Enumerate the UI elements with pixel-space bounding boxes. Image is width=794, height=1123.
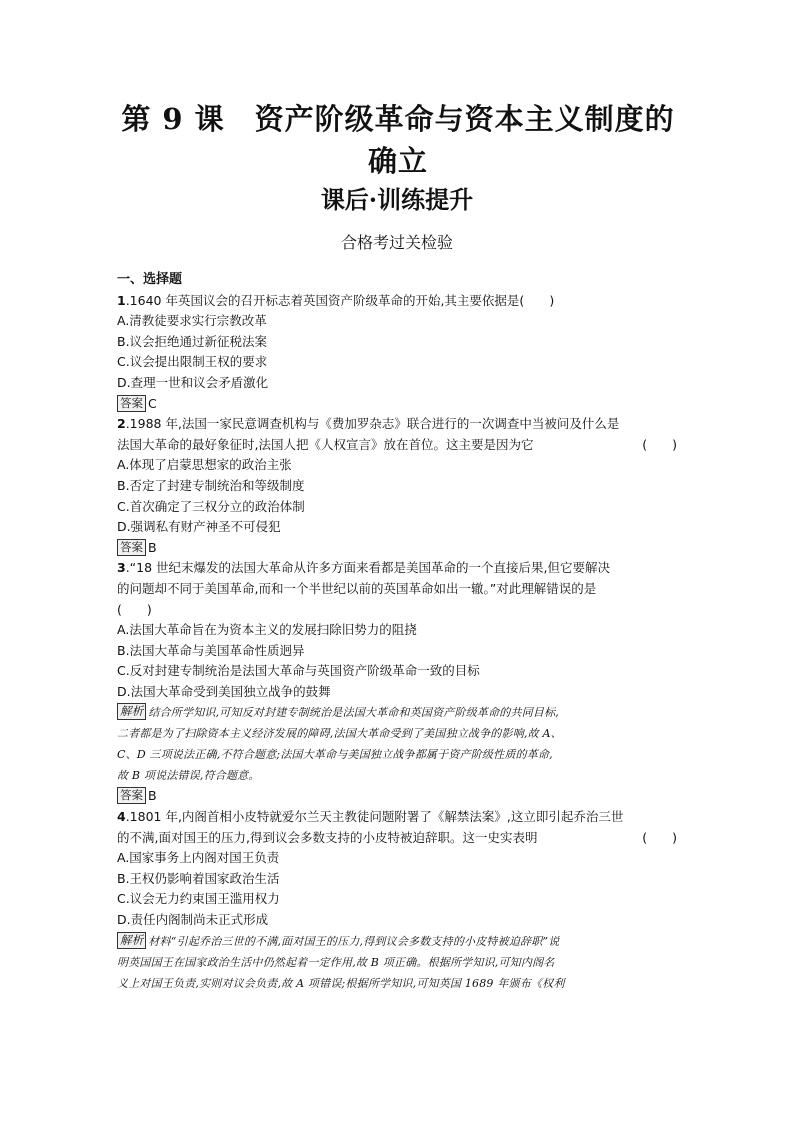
answer-paren: ( ) <box>642 829 677 845</box>
analysis-line: 解析 结合所学知识,可知反对封建专制统治是法国大革命和英国资产阶级革命的共同目标, <box>117 702 677 723</box>
question-stem-line: 3.“18 世纪末爆发的法国大革命从许多方面来看都是美国革命的一个直接后果,但它要解决 <box>117 560 611 576</box>
question-stem-line: 的问题却不同于美国革命,而和一个半世纪以前的英国革命如出一辙。”对此理解错误的是 <box>117 580 597 596</box>
analysis-line: C、D 三项说法正确,不符合题意;法国大革命与美国独立战争都属于资产阶级性质的革命, <box>117 748 553 762</box>
answer-value: B <box>148 539 157 555</box>
answer-value: B <box>148 788 157 804</box>
question-stem-line: 4.1801 年,内阁首相小皮特就爱尔兰天主教徒问题附署了《解禁法案》,这立即引起乔治三世 <box>117 809 624 825</box>
option: A.法国大革命旨在为资本主义的发展扫除旧势力的阻挠 <box>117 622 417 638</box>
analysis-line: 解析 材料“引起乔治三世的不满,面对国王的压力,得到议会多数支持的小皮特被迫辞职”说 <box>117 931 677 952</box>
answer-row <box>117 538 677 559</box>
option: B.否定了封建专制统治和等级制度 <box>117 477 305 493</box>
question-stem-line: 2.1988 年,法国一家民意调查机构与《费加罗杂志》联合进行的一次调查中当被问及什么是 <box>117 416 620 432</box>
part-heading: 一、选择题 <box>117 272 183 287</box>
answer-tag: 答案 <box>117 539 146 556</box>
question-number: 3 <box>117 560 126 576</box>
option: D.法国大革命受到美国独立战争的鼓舞 <box>117 683 331 699</box>
analysis-tag: 解析 <box>117 703 146 720</box>
option: A.体现了启蒙思想家的政治主张 <box>117 457 292 473</box>
analysis-line: 故 B 项说法错误,符合题意。 <box>117 769 260 783</box>
answer-tag: 答案 <box>117 395 146 412</box>
question-stem-line: ( ) <box>117 601 152 617</box>
option: B.王权仍影响着国家政治生活 <box>117 870 280 886</box>
analysis-tag: 解析 <box>117 932 146 949</box>
question-2 <box>117 414 677 558</box>
option: C.反对封建专制统治是法国大革命与英国资产阶级革命一致的目标 <box>117 663 480 679</box>
option: B.法国大革命与美国革命性质迥异 <box>117 642 305 658</box>
answer-paren: ( ) <box>642 436 677 452</box>
question-stem-line: 的不满,面对国王的压力,得到议会多数支持的小皮特被迫辞职。这一史实表明 ( ) <box>117 828 677 849</box>
option: D.责任内阁制尚未正式形成 <box>117 912 269 928</box>
option: C.议会无力约束国王滥用权力 <box>117 891 280 907</box>
question-stem-line: 1.1640 年英国议会的召开标志着英国资产阶级革命的开始,其主要依据是( ) <box>117 292 555 308</box>
title-line-2: 确立 <box>367 144 428 178</box>
answer-value: C <box>148 395 157 411</box>
title-line-1: 第 9 课 资产阶级革命与资本主义制度的 <box>121 102 675 136</box>
analysis-line: 明英国国王在国家政治生活中仍然起着一定作用,故 B 项正确。根据所学知识,可知内阁名 <box>117 955 555 969</box>
option: B.议会拒绝通过新征税法案 <box>117 333 268 349</box>
answer-row <box>117 786 677 807</box>
question-number: 1 <box>117 292 126 308</box>
question-number: 2 <box>117 416 126 432</box>
section-heading: 合格考过关检验 <box>340 233 453 252</box>
option: A.国家事务上内阁对国王负责 <box>117 850 280 866</box>
question-1 <box>117 291 677 415</box>
question-3 <box>117 558 677 807</box>
analysis-line: 义上对国王负责,实则对议会负责,故 A 项错误;根据所学知识,可知英国 1689 年颁布《权利 <box>117 976 565 990</box>
answer-tag: 答案 <box>117 787 146 804</box>
option: D.查理一世和议会矛盾激化 <box>117 374 269 390</box>
question-stem-line: 法国大革命的最好象征时,法国人把《人权宣言》放在首位。这主要是因为它 ( ) <box>117 435 677 456</box>
option: C.议会提出限制王权的要求 <box>117 354 268 370</box>
answer-row <box>117 394 677 415</box>
option: A.清教徒要求实行宗教改革 <box>117 313 267 329</box>
question-4 <box>117 807 677 994</box>
analysis-line: 二者都是为了扫除资本主义经济发展的障碍,法国大革命受到了美国独立战争的影响,故 A、 <box>117 727 562 741</box>
option: D.强调私有财产神圣不可侵犯 <box>117 519 281 535</box>
lesson-title <box>118 98 678 182</box>
question-content <box>117 270 677 994</box>
question-number: 4 <box>117 809 126 825</box>
subtitle: 课后·训练提升 <box>320 185 474 214</box>
option: C.首次确定了三权分立的政治体制 <box>117 498 305 514</box>
